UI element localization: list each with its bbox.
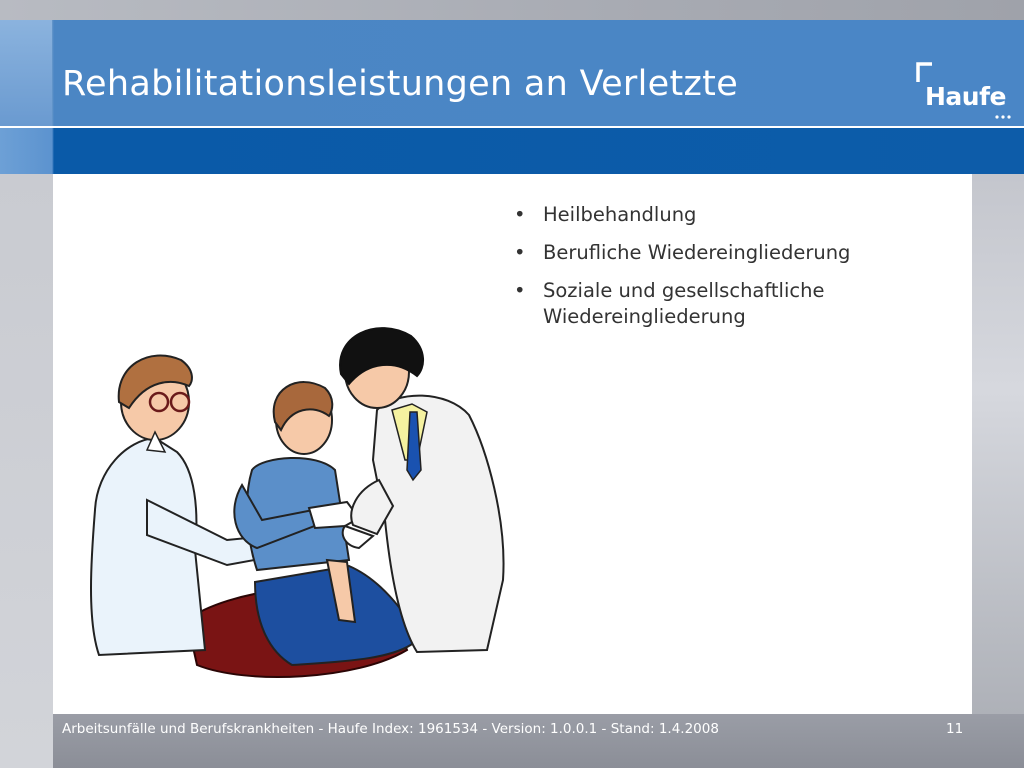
bullet-text: Berufliche Wiedereingliederung [543, 241, 851, 264]
logo-text: Haufe [925, 82, 1006, 111]
bullet-text: Heilbehandlung [543, 203, 697, 226]
haufe-logo [916, 62, 1016, 122]
bullet-icon: • [514, 241, 526, 264]
top-strip [0, 0, 1024, 20]
footer-text: Arbeitsunfälle und Berufskrankheiten - Haufe Index: 1961534 - Version: 1.0.0.1 - Stand: 1.4.2008 [62, 721, 719, 737]
bullet-item [511, 240, 903, 266]
title-bar [0, 20, 1024, 126]
blue-band [0, 128, 1024, 174]
page-number: 11 [946, 721, 964, 737]
bullet-text: Soziale und gesellschaftliche Wiedereingliederung [543, 279, 825, 328]
right-gutter [972, 174, 1024, 714]
bullet-item [511, 202, 903, 228]
bullet-icon: • [514, 203, 526, 226]
medical-care-clipart [77, 320, 517, 690]
left-gutter [0, 174, 53, 768]
slide-content [53, 174, 972, 714]
bullet-item [511, 278, 903, 330]
slide-title: Rehabilitationsleistungen an Verletzte [62, 64, 739, 104]
bullet-icon: • [514, 279, 526, 302]
bullet-list [511, 202, 903, 342]
footer [53, 714, 1024, 768]
title-bar-accent [0, 20, 52, 126]
